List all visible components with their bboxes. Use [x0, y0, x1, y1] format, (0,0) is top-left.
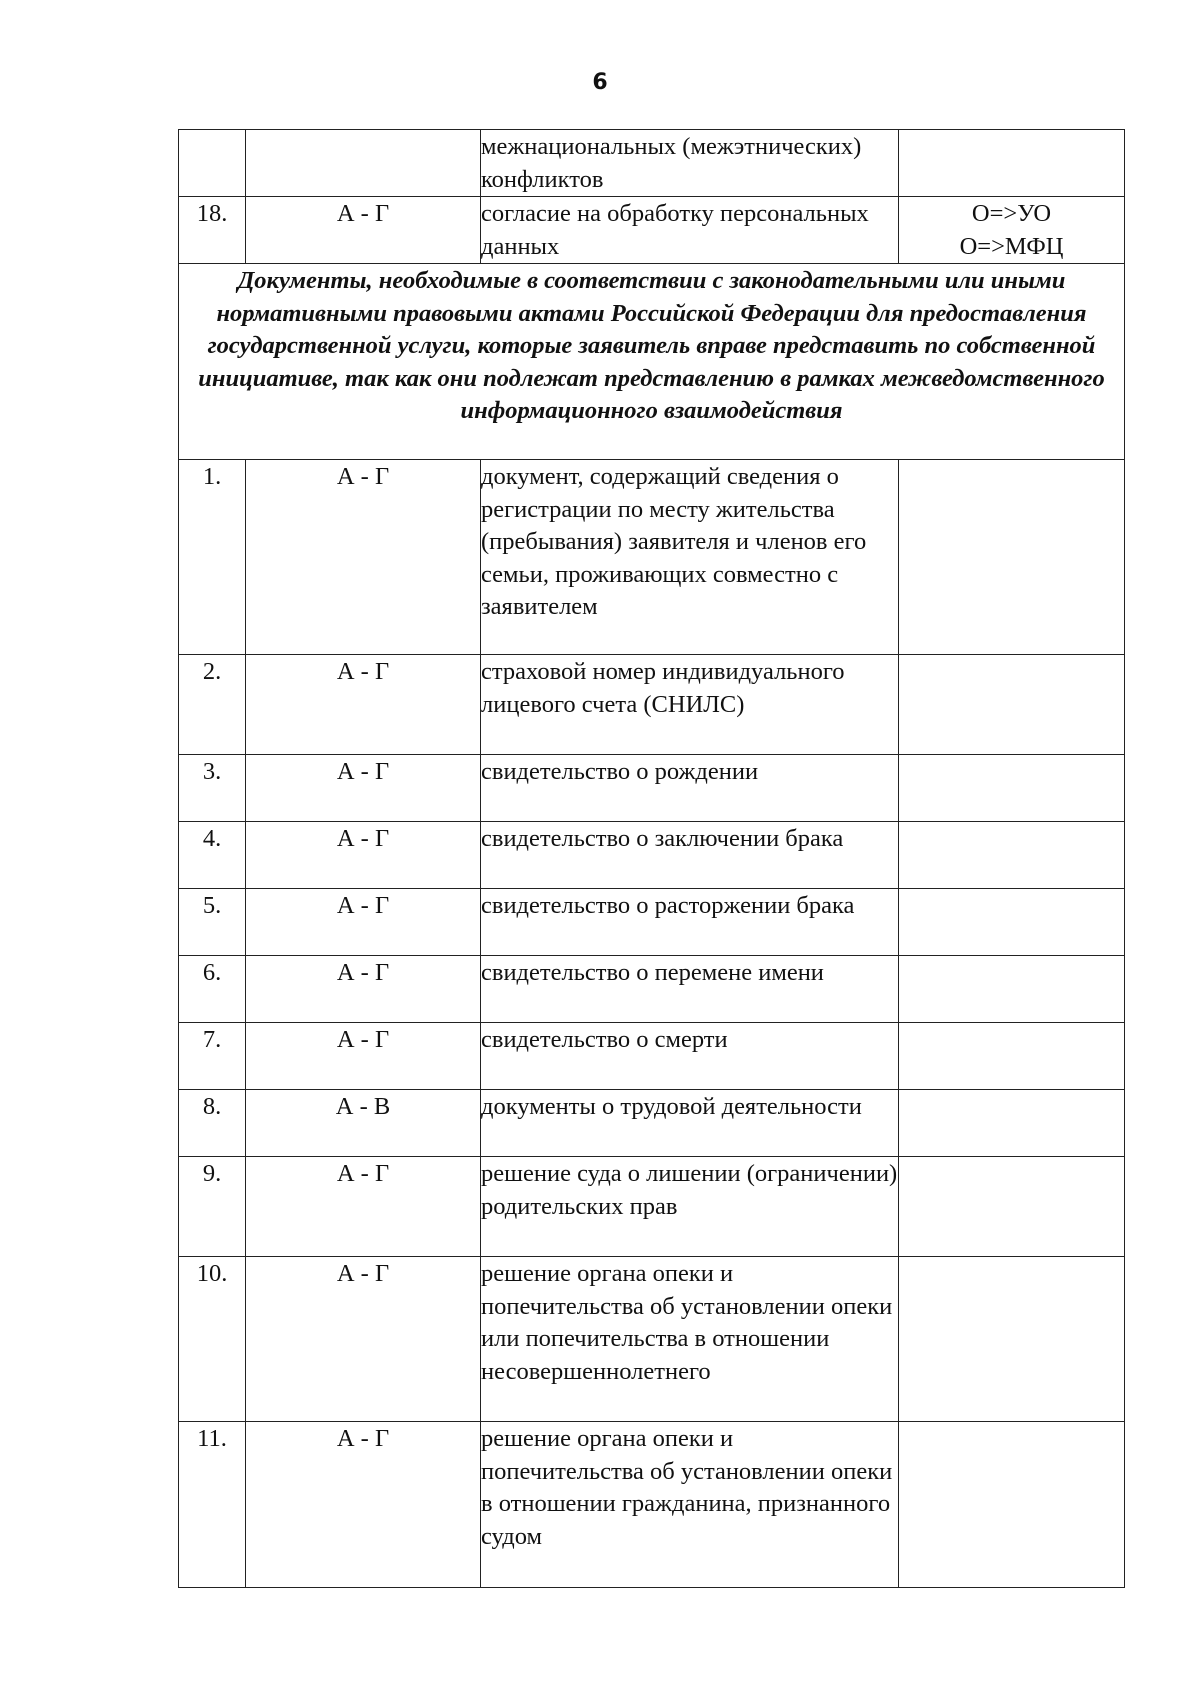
- row-number: 3.: [179, 755, 246, 822]
- row-category: А - Г: [246, 956, 481, 1023]
- row-description: решение органа опеки и попечительства об установлении опеки или попечительства в отношении несовершеннолетнего: [481, 1257, 899, 1422]
- table-row: [179, 655, 1125, 755]
- row-description: свидетельство о смерти: [481, 1023, 899, 1090]
- table-row: [179, 197, 1125, 264]
- row-description: согласие на обработку персональных данных: [481, 197, 899, 264]
- table-row: [179, 1157, 1125, 1257]
- page-number: 6: [592, 70, 608, 95]
- row-number: 10.: [179, 1257, 246, 1422]
- row-category: А - Г: [246, 1023, 481, 1090]
- row-route: [899, 655, 1125, 755]
- table-row: [179, 1090, 1125, 1157]
- section-heading-row: [179, 264, 1125, 460]
- row-number: 8.: [179, 1090, 246, 1157]
- row-number: 4.: [179, 822, 246, 889]
- row-category: А - Г: [246, 655, 481, 755]
- row-description: страховой номер индивидуального лицевого счета (СНИЛС): [481, 655, 899, 755]
- row-category: А - Г: [246, 1257, 481, 1422]
- row-number: 7.: [179, 1023, 246, 1090]
- row-category: А - Г: [246, 755, 481, 822]
- row-number: 1.: [179, 460, 246, 655]
- row-number: 5.: [179, 889, 246, 956]
- route-line: О=>УО: [971, 200, 1052, 227]
- table-row: [179, 822, 1125, 889]
- row-route: [899, 956, 1125, 1023]
- row-description: документы о трудовой деятельности: [481, 1090, 899, 1157]
- row-description: свидетельство о перемене имени: [481, 956, 899, 1023]
- row-category: А - В: [246, 1090, 481, 1157]
- row-number: 6.: [179, 956, 246, 1023]
- row-route: [899, 1023, 1125, 1090]
- row-route: [899, 130, 1125, 197]
- row-route: [899, 460, 1125, 655]
- row-category: А - Г: [246, 1422, 481, 1588]
- row-route: [899, 1090, 1125, 1157]
- table-row: [179, 1257, 1125, 1422]
- row-number: 9.: [179, 1157, 246, 1257]
- row-route: [899, 822, 1125, 889]
- row-route: [899, 1257, 1125, 1422]
- row-category: А - Г: [246, 1157, 481, 1257]
- table-row: [179, 889, 1125, 956]
- row-description: свидетельство о рождении: [481, 755, 899, 822]
- row-number: 18.: [179, 197, 246, 264]
- row-description: свидетельство о заключении брака: [481, 822, 899, 889]
- row-route: [899, 755, 1125, 822]
- table-row: [179, 1422, 1125, 1588]
- row-description: решение суда о лишении (ограничении) родительских прав: [481, 1157, 899, 1257]
- row-category: А - Г: [246, 197, 481, 264]
- table-row: [179, 460, 1125, 655]
- section-heading: Документы, необходимые в соответствии с законодательными или иными нормативными правовыми актами Российской Федерации для предоставления государственной услуги, которые заявитель вправе представить по собственной инициативе, так как они подлежат представлению в рамках межведомственного информационного взаимодействия: [179, 264, 1125, 460]
- table-row: [179, 1023, 1125, 1090]
- table-row: [179, 956, 1125, 1023]
- row-route: [899, 1157, 1125, 1257]
- row-number: [179, 130, 246, 197]
- table-row: [179, 130, 1125, 197]
- row-number: 11.: [179, 1422, 246, 1588]
- row-description: документ, содержащий сведения о регистрации по месту жительства (пребывания) заявителя и членов его семьи, проживающих совместно с заявителем: [481, 460, 899, 655]
- row-description: свидетельство о расторжении брака: [481, 889, 899, 956]
- row-category: А - Г: [246, 889, 481, 956]
- row-number: 2.: [179, 655, 246, 755]
- row-route: [899, 889, 1125, 956]
- row-category: А - Г: [246, 460, 481, 655]
- row-category: А - Г: [246, 822, 481, 889]
- route-line: О=>МФЦ: [959, 232, 1064, 260]
- row-category: [246, 130, 481, 197]
- row-description: решение органа опеки и попечительства об установлении опеки в отношении гражданина, признанного судом: [481, 1422, 899, 1588]
- documents-table: [178, 129, 1125, 1588]
- row-route: [899, 197, 1125, 264]
- row-description: межнациональных (межэтнических) конфликтов: [481, 130, 899, 197]
- row-route: [899, 1422, 1125, 1588]
- table-row: [179, 755, 1125, 822]
